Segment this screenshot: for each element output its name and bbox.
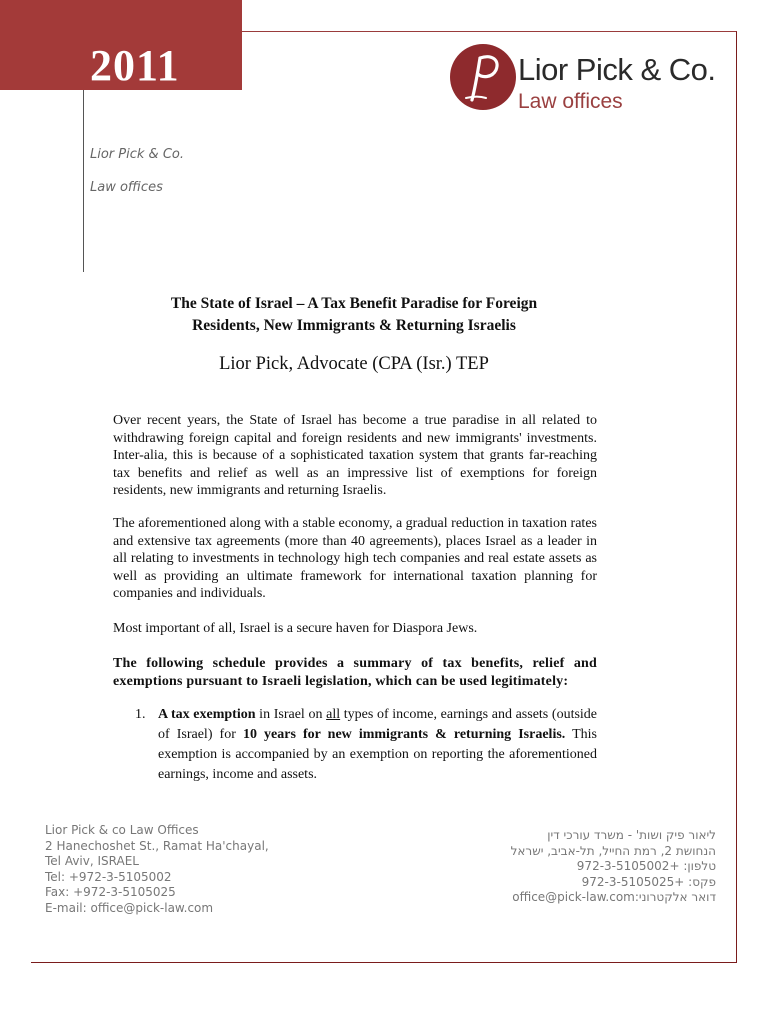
paragraph-3	[113, 620, 597, 638]
paragraph-2	[113, 515, 597, 603]
article-title	[120, 293, 588, 337]
paragraph-2-text: The aforementioned along with a stable economy, a gradual reduction in taxation rates and extensive tax agreements (more than 40 agreements), places Israel as a leader in all relating to investments in technology high tech companies and real estate assets as well as providing an ultimate framework for international taxation planning for companies and individuals.	[113, 516, 597, 601]
footer-left-line: Fax: +972-3-5105025	[45, 885, 176, 899]
footer-left-line: Tel: +972-3-5105002	[45, 869, 172, 884]
year-label: 2011	[90, 41, 180, 90]
footer-left-line: Lior Pick & co Law Offices	[45, 823, 199, 837]
title-line-2: Residents, New Immigrants & Returning Israelis	[192, 317, 516, 334]
footer-contact-english	[45, 823, 269, 916]
p-monogram-icon	[450, 44, 516, 110]
article-author: Lior Pick, Advocate (CPA (Isr.) TEP	[219, 354, 489, 374]
paragraph-1-text: Over recent years, the State of Israel has become a true paradise in all related to withdrawing foreign capital and foreign residents and new immigrants' investments. Inter-alia, this is because of a sophisticated taxation system that grants far-reaching tax benefits and relief as well as an impressive list of exemptions for foreign residents, new immigrants and returning Israelis.	[113, 413, 597, 498]
logo-firm-name: Lior Pick & Co.	[518, 52, 716, 87]
logo-subtitle: Law offices	[518, 90, 623, 113]
footer-left-line: E-mail: office@pick-law.com	[45, 900, 214, 915]
paragraph-3-text: Most important of all, Israel is a secure haven for Diaspora Jews.	[113, 621, 478, 636]
footer-left-line: 2 Hanechoshet St., Ramat Ha'chayal,	[45, 838, 269, 853]
list-item-1	[158, 705, 597, 785]
footer-right-line: טלפון: +972-3-5105002	[576, 859, 716, 873]
paragraph-4-text: The following schedule provides a summary of tax benefits, relief and exemptions pursuant to Israeli legislation, which can be used legitimately:	[113, 656, 597, 689]
firm-logo	[450, 44, 740, 124]
item-1-text-c: This exemption is accompanied by an exemption on reporting the aforementioned earnings, income and assets.	[158, 727, 597, 782]
footer-left-line: Tel Aviv, ISRAEL	[45, 854, 139, 868]
side-firm-name: Lior Pick & Co.	[90, 147, 184, 162]
list-number-1: 1.	[135, 707, 146, 722]
footer-right-line: פקס: +972-3-5105025	[581, 874, 716, 889]
item-1-bold-lead: A tax exemption	[158, 707, 256, 722]
item-1-underlined: all	[326, 707, 341, 722]
paragraph-1	[113, 412, 597, 500]
paragraph-4	[113, 655, 597, 690]
footer-right-line: דואר אלקטרוני:office@pick-law.com	[512, 890, 716, 904]
footer-right-line: ליאור פיק ושות' - משרד עורכי דין	[547, 828, 716, 842]
side-firm-offices: Law offices	[90, 180, 163, 195]
item-1-text-b: types of income, earnings and assets (outside of Israel) for	[158, 707, 598, 742]
item-1-bold-mid: 10 years for new immigrants & returning Israelis.	[242, 727, 566, 742]
footer-right-line: הנחושת 2, רמת החייל, תל-אביב, ישראל	[510, 843, 716, 858]
item-1-text-a: in Israel on	[255, 707, 327, 722]
footer-contact-hebrew	[511, 828, 716, 906]
title-line-1: The State of Israel – A Tax Benefit Paradise for Foreign	[170, 295, 538, 312]
year-banner	[0, 0, 242, 90]
